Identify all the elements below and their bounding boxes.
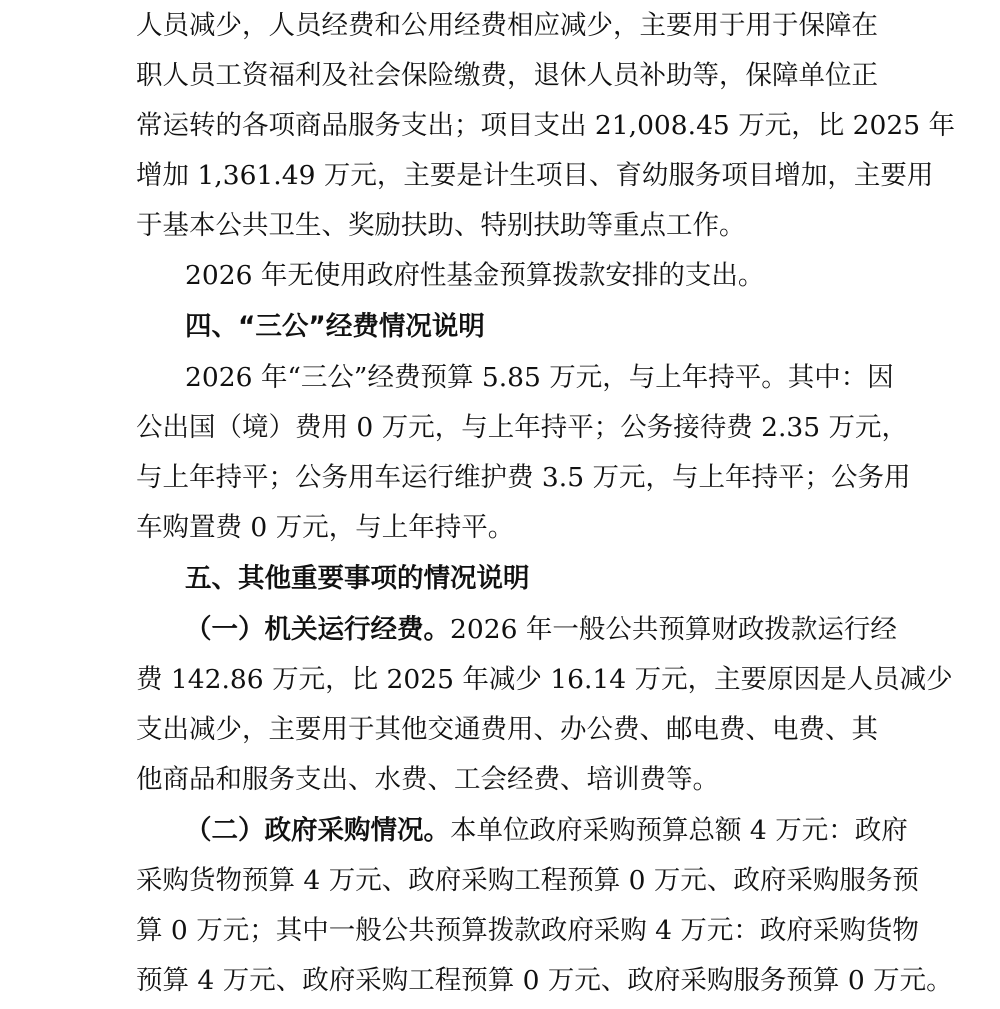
paragraph-text: 本单位政府采购预算总额 4 万元：政府 (450, 815, 908, 846)
section-heading: 五、其他重要事项的情况说明 (185, 563, 530, 594)
paragraph-line: 车购置费 0 万元，与上年持平。 (136, 512, 515, 543)
paragraph-line (185, 808, 908, 854)
subsection-label: （一）机关运行经费。 (185, 614, 450, 645)
paragraph-text: 2026 年一般公共预算财政拨款运行经 (450, 614, 897, 645)
paragraph-line: 人员减少，人员经费和公用经费相应减少，主要用于用于保障在 (136, 10, 878, 41)
subsection-label: （二）政府采购情况。 (185, 815, 450, 846)
paragraph-line: 2026 年无使用政府性基金预算拨款安排的支出。 (185, 260, 765, 291)
paragraph-line: 费 142.86 万元，比 2025 年减少 16.14 万元，主要原因是人员减少 (136, 664, 953, 695)
paragraph-line (185, 607, 897, 653)
paragraph-line: 支出减少，主要用于其他交通费用、办公费、邮电费、电费、其 (136, 714, 878, 745)
paragraph-line: 公出国（境）费用 0 万元，与上年持平；公务接待费 2.35 万元， (136, 412, 909, 443)
paragraph-line: 采购货物预算 4 万元、政府采购工程预算 0 万元、政府采购服务预 (136, 865, 919, 896)
paragraph-line: 2026 年“三公”经费预算 5.85 万元，与上年持平。其中：因 (185, 362, 894, 393)
section-heading: 四、“三公”经费情况说明 (185, 311, 485, 342)
paragraph-line: 与上年持平；公务用车运行维护费 3.5 万元，与上年持平；公务用 (136, 462, 911, 493)
paragraph-line: 增加 1,361.49 万元，主要是计生项目、育幼服务项目增加，主要用 (136, 160, 934, 191)
paragraph-line: 职人员工资福利及社会保险缴费，退休人员补助等，保障单位正 (136, 60, 878, 91)
paragraph-line: 预算 4 万元、政府采购工程预算 0 万元、政府采购服务预算 0 万元。 (136, 965, 953, 996)
paragraph-line: 算 0 万元；其中一般公共预算拨款政府采购 4 万元：政府采购货物 (136, 915, 919, 946)
paragraph-line: 常运转的各项商品服务支出；项目支出 21,008.45 万元，比 2025 年 (136, 110, 956, 141)
paragraph-line: 于基本公共卫生、奖励扶助、特别扶助等重点工作。 (136, 210, 746, 241)
paragraph-line: 他商品和服务支出、水费、工会经费、培训费等。 (136, 764, 719, 795)
